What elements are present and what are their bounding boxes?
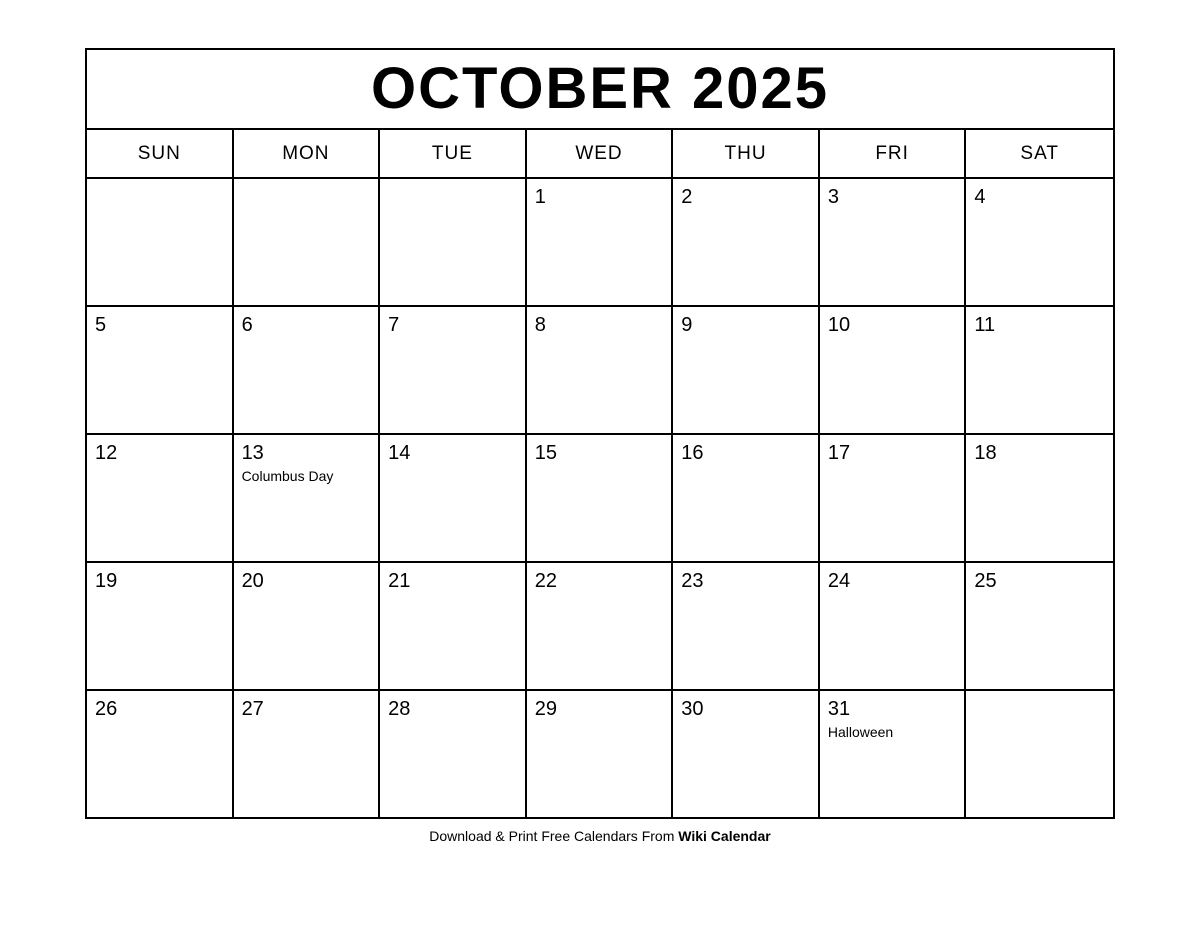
day-cell[interactable] — [966, 691, 1113, 817]
day-cell[interactable] — [820, 563, 967, 689]
day-number: 16 — [681, 442, 704, 464]
page-title: OCTOBER 2025 — [370, 56, 830, 121]
day-number: 20 — [241, 570, 264, 592]
day-cell[interactable] — [673, 307, 820, 433]
calendar-container — [85, 48, 1115, 819]
day-cell[interactable] — [87, 179, 234, 305]
day-number: 8 — [534, 314, 546, 336]
day-cell[interactable] — [87, 563, 234, 689]
day-number: 25 — [974, 570, 997, 592]
day-number: 2 — [681, 186, 693, 208]
day-cell[interactable] — [234, 435, 381, 561]
day-event: Columbus Day — [241, 468, 334, 484]
day-number: 22 — [534, 570, 557, 592]
day-cell[interactable] — [673, 179, 820, 305]
calendar-weeks — [87, 179, 1113, 817]
day-cell[interactable] — [820, 435, 967, 561]
day-number: 6 — [241, 314, 253, 336]
day-number: 12 — [95, 442, 118, 464]
day-cell[interactable] — [87, 691, 234, 817]
day-number: 17 — [827, 442, 851, 464]
day-number: 24 — [827, 570, 851, 592]
day-cell[interactable] — [234, 691, 381, 817]
week-row — [87, 691, 1113, 817]
footer-credit — [0, 828, 1200, 844]
calendar-title-bar — [87, 50, 1113, 130]
day-number: 28 — [388, 698, 411, 720]
day-event: Halloween — [827, 724, 894, 740]
weekday-header-mon: MON — [234, 130, 381, 177]
day-number: 5 — [95, 314, 107, 336]
day-number: 31 — [827, 698, 851, 720]
day-number: 7 — [388, 314, 400, 336]
day-number: 29 — [534, 698, 557, 720]
week-row — [87, 307, 1113, 435]
day-number: 21 — [388, 570, 411, 592]
day-cell[interactable] — [527, 179, 674, 305]
footer-brand[interactable]: Wiki Calendar — [678, 828, 771, 844]
day-cell[interactable] — [820, 307, 967, 433]
day-cell[interactable] — [527, 435, 674, 561]
day-cell[interactable] — [820, 691, 967, 817]
day-number: 9 — [681, 314, 693, 336]
day-number: 19 — [95, 570, 118, 592]
day-number: 11 — [974, 314, 996, 336]
day-number: 3 — [827, 186, 839, 208]
weekday-header-sat: SAT — [1020, 142, 1059, 164]
day-number: 10 — [827, 314, 851, 336]
week-row — [87, 179, 1113, 307]
day-number: 14 — [388, 442, 411, 464]
day-cell[interactable] — [673, 691, 820, 817]
footer-text: Download & Print Free Calendars From — [429, 828, 679, 844]
weekday-header-thu: THU — [673, 130, 820, 177]
day-cell[interactable] — [87, 435, 234, 561]
day-number: 26 — [95, 698, 118, 720]
day-cell[interactable] — [234, 563, 381, 689]
day-cell[interactable] — [673, 563, 820, 689]
day-cell[interactable] — [234, 179, 381, 305]
day-cell[interactable] — [87, 307, 234, 433]
day-cell[interactable] — [820, 179, 967, 305]
day-cell[interactable] — [380, 563, 527, 689]
day-number: 4 — [974, 186, 986, 208]
day-cell[interactable] — [966, 179, 1113, 305]
day-cell[interactable] — [527, 563, 674, 689]
week-row — [87, 563, 1113, 691]
day-cell[interactable] — [380, 691, 527, 817]
week-row — [87, 435, 1113, 563]
weekday-header-tue: TUE — [380, 130, 527, 177]
day-cell[interactable] — [380, 307, 527, 433]
day-cell[interactable] — [380, 435, 527, 561]
day-cell[interactable] — [673, 435, 820, 561]
day-cell[interactable] — [527, 307, 674, 433]
day-number: 15 — [534, 442, 557, 464]
day-number: 27 — [241, 698, 264, 720]
weekday-header-fri: FRI — [820, 130, 967, 177]
day-cell[interactable] — [527, 691, 674, 817]
day-number: 1 — [534, 186, 546, 208]
day-number: 13 — [241, 442, 264, 464]
day-number: 30 — [681, 698, 704, 720]
day-number: 18 — [974, 442, 997, 464]
day-cell[interactable] — [966, 307, 1113, 433]
weekday-header-sun: SUN — [87, 130, 234, 177]
weekday-header-wed: WED — [527, 130, 674, 177]
day-cell[interactable] — [966, 435, 1113, 561]
day-cell[interactable] — [966, 563, 1113, 689]
day-cell[interactable] — [380, 179, 527, 305]
weekday-header-row — [87, 130, 1113, 179]
day-cell[interactable] — [234, 307, 381, 433]
day-number: 23 — [681, 570, 704, 592]
